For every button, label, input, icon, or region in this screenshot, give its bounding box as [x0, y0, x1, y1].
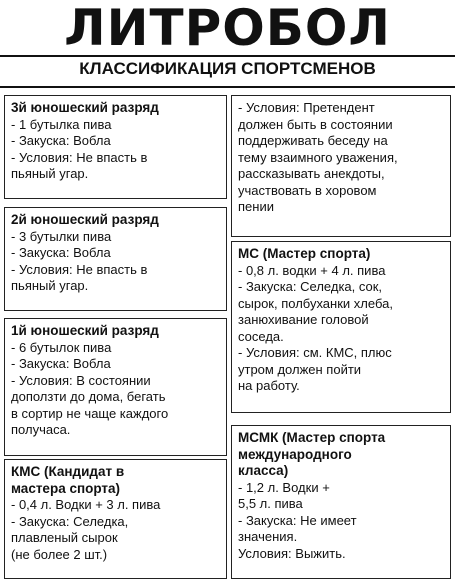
block-1st-junior — [4, 318, 227, 456]
block-line: поддерживать беседу на — [238, 133, 388, 148]
block-line: - Условия: В состоянии — [11, 372, 151, 388]
block-kms-conditions — [231, 95, 451, 237]
block-heading: мастера спорта) — [11, 480, 121, 496]
block-line: (не более 2 шт.) — [11, 546, 108, 562]
block-line: должен быть в состоянии — [238, 116, 393, 132]
block-line: значения. — [238, 529, 298, 544]
block-line: - Закуска: Не имеет — [238, 512, 357, 528]
page-title: ЛИТРОБОЛ — [64, 0, 391, 57]
block-msmk — [231, 425, 451, 579]
block-line: 5,5 л. пива — [238, 496, 303, 511]
block-line: в сортир не чаще каждого — [11, 405, 169, 421]
block-line: - Закуска: Вобла — [11, 245, 111, 260]
block-heading: МС (Мастер спорта) — [238, 246, 371, 261]
block-line: соседа. — [238, 328, 284, 344]
block-line: - 0,8 л. водки + 4 л. пива — [238, 262, 386, 278]
block-line: на работу. — [238, 378, 300, 393]
block-heading: класса) — [238, 463, 289, 478]
block-2nd-junior — [4, 207, 227, 311]
block-line: рассказывать анекдоты, — [238, 166, 385, 181]
block-kms — [4, 459, 227, 579]
block-line: пьяный угар. — [11, 278, 89, 293]
block-line: доползти до дома, бегать — [11, 389, 166, 404]
block-line: - 1,2 л. Водки + — [238, 479, 330, 495]
block-line: участвовать в хоровом — [238, 182, 377, 198]
block-heading: МСМК (Мастер спорта — [238, 430, 386, 445]
block-line: утром должен пойти — [238, 361, 362, 377]
block-line: - Закуска: Вобла — [11, 356, 111, 371]
block-line: Условия: Выжить. — [238, 545, 346, 561]
block-line: тему взаимного уважения, — [238, 149, 398, 165]
block-heading: международного — [238, 446, 352, 462]
block-line: - Условия: см. КМС, плюс — [238, 345, 392, 360]
block-line: - Условия: Не впасть в — [11, 149, 148, 165]
block-line: плавленый сырок — [11, 530, 118, 545]
block-line: - Условия: Претендент — [238, 100, 375, 115]
rule-top — [0, 55, 455, 57]
block-line: - 6 бутылок пива — [11, 339, 112, 355]
block-heading: 3й юношеский разряд — [11, 100, 159, 115]
block-line: - 3 бутылки пива — [11, 228, 112, 244]
block-line: пьяный угар. — [11, 166, 89, 181]
block-heading: 2й юношеский разряд — [11, 212, 159, 227]
block-line: - Закуска: Вобла — [11, 133, 111, 148]
block-line: получаса. — [11, 422, 71, 437]
block-line: - Закуска: Селедка, сок, — [238, 279, 383, 294]
block-line: - 0,4 л. Водки + 3 л. пива — [11, 497, 161, 512]
rule-bottom — [0, 86, 455, 88]
block-line: пении — [238, 199, 274, 214]
page-subtitle: КЛАССИФИКАЦИЯ СПОРТСМЕНОВ — [79, 59, 376, 78]
block-ms — [231, 241, 451, 413]
block-line: - Условия: Не впасть в — [11, 261, 148, 277]
block-line: сырок, полбуханки хлеба, — [238, 295, 393, 311]
block-line: занюхивание головой — [238, 312, 369, 327]
block-heading: 1й юношеский разряд — [11, 323, 159, 338]
block-heading: КМС (Кандидат в — [11, 464, 125, 479]
block-3rd-junior — [4, 95, 227, 199]
block-line: - 1 бутылка пива — [11, 116, 112, 132]
block-line: - Закуска: Селедка, — [11, 513, 129, 529]
